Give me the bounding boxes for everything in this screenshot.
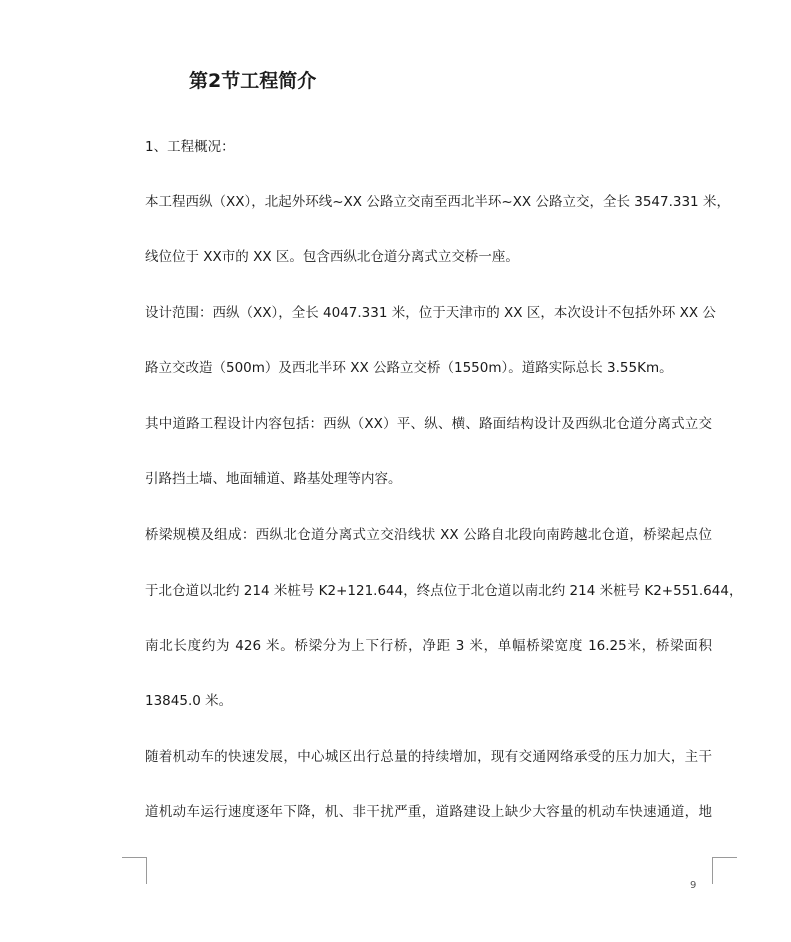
paragraph-line: 1、工程概况： <box>145 139 235 155</box>
paragraph-line: 于北仓道以北约 214 米桩号 K2+121.644，终点位于北仓道以南北约 214 米桩号 K2+551.644， <box>145 583 743 599</box>
paragraph-line: 本工程西纵（XX），北起外环线~XX 公路立交南至西北半环~XX 公路立交，全长 3547.331 米， <box>145 194 730 210</box>
paragraph-line: 随着机动车的快速发展，中心城区出行总量的持续增加，现有交通网络承受的压力加大，主干 <box>145 749 712 765</box>
paragraph-line: 南北长度约为 426 米。桥梁分为上下行桥，净距 3 米，单幅桥梁宽度 16.25米，桥梁面积 <box>145 638 712 654</box>
margin-corner-mark-left <box>122 857 147 884</box>
paragraph-line: 设计范围：西纵（XX），全长 4047.331 米，位于天津市的 XX 区，本次设计不包括外环 XX 公 <box>145 305 716 321</box>
paragraph-line: 道机动车运行速度逐年下降，机、非干扰严重，道路建设上缺少大容量的机动车快速通道，地 <box>145 804 712 820</box>
section-title: 第2节工程简介 <box>189 70 317 92</box>
paragraph-line: 其中道路工程设计内容包括：西纵（XX）平、纵、横、路面结构设计及西纵北仓道分离式立交 <box>145 416 712 432</box>
paragraph-line: 引路挡土墙、地面辅道、路基处理等内容。 <box>145 471 402 487</box>
paragraph-line: 线位位于 XX市的 XX 区。包含西纵北仓道分离式立交桥一座。 <box>145 249 519 265</box>
paragraph-line: 桥梁规模及组成：西纵北仓道分离式立交沿线状 XX 公路自北段向南跨越北仓道，桥梁起点位 <box>145 527 712 543</box>
paragraph-line: 路立交改造（500m）及西北半环 XX 公路立交桥（1550m）。道路实际总长 3.55Km。 <box>145 360 673 376</box>
paragraph-line: 13845.0 米。 <box>145 693 233 709</box>
margin-corner-mark-right <box>712 857 737 884</box>
page-number: 9 <box>690 880 697 891</box>
